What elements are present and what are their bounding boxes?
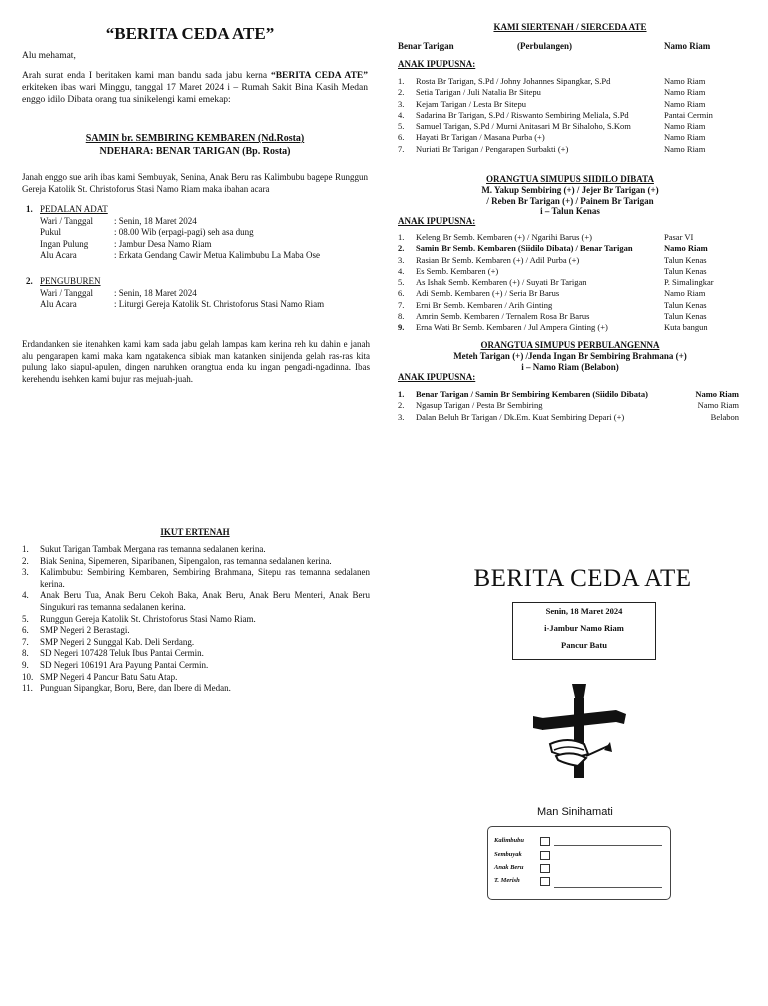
list-item bbox=[398, 255, 742, 266]
maternal-parents-title: ORANGTUA SIMUPUS SIIDILO DIBATA bbox=[486, 174, 654, 184]
item-text: Punguan Sipangkar, Boru, Bere, dan Ibere di Medan. bbox=[40, 683, 231, 694]
list-item bbox=[22, 637, 370, 649]
item-name: Setia Tarigan / Juli Natalia Br Sitepu bbox=[416, 87, 541, 98]
greeting: Alu mehamat, bbox=[22, 51, 76, 61]
item-place: Namo Riam bbox=[664, 132, 706, 143]
spouse-name: NDEHARA: BENAR TARIGAN (Bp. Rosta) bbox=[99, 146, 291, 157]
item-number: 3. bbox=[398, 411, 405, 422]
item-place: Namo Riam bbox=[664, 87, 706, 98]
item-text: Anak Beru Tua, Anak Beru Cekoh Baka, Anak Beru, Anak Beru Menteri, Anak Beru Singukuri ras temanna sedalanen kerina. bbox=[40, 590, 370, 612]
item-name: Hayati Br Tarigan / Masana Purba (+) bbox=[416, 132, 545, 143]
list-item bbox=[398, 99, 742, 110]
recipient-checkbox[interactable] bbox=[540, 877, 550, 886]
item-number: 1. bbox=[398, 232, 405, 242]
detail-label: Ingan Pulung bbox=[40, 238, 89, 249]
item-number: 7. bbox=[398, 143, 405, 154]
item-name: Erna Wati Br Semb. Kembaren / Jul Ampera Ginting (+) bbox=[416, 322, 608, 333]
list-item bbox=[398, 121, 742, 132]
children-heading-2: ANAK IPUPUSNA: bbox=[398, 216, 476, 226]
intro-post: erkiteken ibas wari Minggu, tanggal 17 Maret 2024 i – Rumah Sakit Bina Kasih Medan enggo idilo Dibata orang tua sinikelengi kami emekap: bbox=[22, 83, 368, 105]
list-item bbox=[22, 648, 370, 660]
recipient-row bbox=[494, 851, 664, 863]
recipient-label: Anak Beru bbox=[494, 864, 524, 871]
item-number: 8. bbox=[398, 311, 405, 322]
list-item bbox=[22, 556, 370, 568]
intro-bold: “BERITA CEDA ATE” bbox=[270, 71, 368, 81]
detail-row bbox=[22, 216, 368, 228]
detail-row bbox=[22, 227, 368, 239]
maternal-parents-line: M. Yakup Sembiring (+) / Jejer Br Tarigan (+) bbox=[481, 184, 659, 195]
item-name: As Ishak Semb. Kembaren (+) / Suyati Br Tarigan bbox=[416, 277, 587, 288]
section-penguburen bbox=[22, 276, 368, 311]
item-number: 3. bbox=[22, 567, 29, 578]
arrangement-paragraph: Janah enggo sue arih ibas kami Sembuyak, Senina, Anak Beru ras Kalimbubu bagepe Runggun Gereja Katolik St. Christoforus Stasi Namo Riam maka ibahan acara bbox=[22, 172, 368, 194]
detail-label: Alu Acara bbox=[40, 250, 77, 260]
item-number: 4. bbox=[398, 109, 405, 120]
item-place: Talun Kenas bbox=[664, 311, 707, 322]
list-item bbox=[22, 567, 370, 590]
item-name: Benar Tarigan / Samin Br Sembiring Kembaren (Siidilo Dibata) bbox=[416, 389, 648, 399]
children-list-1 bbox=[398, 76, 742, 155]
detail-value: : 08.00 Wib (erpagi-pagi) seh asa dung bbox=[114, 227, 254, 237]
item-place: Namo Riam bbox=[664, 243, 708, 254]
item-number: 2. bbox=[398, 400, 405, 411]
list-item bbox=[22, 660, 370, 672]
list-item bbox=[398, 400, 742, 411]
item-number: 5. bbox=[22, 613, 29, 624]
recipient-heading: Man Sinihamati bbox=[537, 806, 613, 818]
cross-hands-icon bbox=[528, 680, 628, 780]
list-item bbox=[398, 232, 742, 243]
children-list-2 bbox=[398, 232, 742, 334]
section-heading bbox=[22, 276, 368, 288]
list-item bbox=[22, 683, 370, 695]
detail-value: : Erkata Gendang Cawir Metua Kalimbubu La Maba Ose bbox=[114, 250, 320, 260]
maternal-parents-line: / Reben Br Tarigan (+) / Painem Br Tarigan bbox=[486, 195, 654, 206]
family-col-mid: (Perbulangen) bbox=[517, 41, 572, 51]
item-place: Kuta bangun bbox=[664, 322, 708, 333]
ikut-ertenah-list bbox=[22, 544, 370, 695]
item-number: 3. bbox=[398, 254, 405, 265]
detail-value: : Jambur Desa Namo Riam bbox=[114, 238, 212, 249]
recipient-label: T. Merish bbox=[494, 877, 520, 884]
item-place: Talun Kenas bbox=[664, 254, 707, 265]
list-item bbox=[398, 110, 742, 121]
paternal-parents-title: ORANGTUA SIMUPUS PERBULANGENNA bbox=[480, 340, 660, 350]
item-text: Sukut Tarigan Tambak Mergana ras temanna sedalanen kerina. bbox=[40, 544, 266, 554]
paternal-parents bbox=[398, 340, 742, 372]
item-place: Namo Riam bbox=[664, 76, 706, 86]
item-number: 9. bbox=[398, 322, 405, 333]
list-item bbox=[398, 288, 742, 299]
recipient-checkbox[interactable] bbox=[540, 837, 550, 846]
item-number: 2. bbox=[398, 243, 405, 254]
item-place: Namo Riam bbox=[664, 288, 706, 299]
item-text: SD Negeri 107428 Teluk Ibus Pantai Cermin. bbox=[40, 648, 204, 659]
cover-title: BERITA CEDA ATE bbox=[473, 565, 692, 592]
recipient-row bbox=[494, 864, 664, 876]
ikut-ertenah-title: IKUT ERTENAH bbox=[160, 527, 230, 537]
children-heading-1: ANAK IPUPUSNA: bbox=[398, 59, 476, 69]
item-number: 4. bbox=[398, 265, 405, 276]
item-text: Biak Senina, Sipemeren, Siparibanen, Sipengalon, ras temanna sedalanen kerina. bbox=[40, 555, 332, 566]
item-number: 4. bbox=[22, 590, 29, 601]
recipient-row bbox=[494, 837, 664, 849]
detail-label: Wari / Tanggal bbox=[40, 287, 93, 298]
recipient-label: Kalimbubu bbox=[494, 837, 524, 844]
item-number: 10. bbox=[22, 671, 34, 682]
item-number: 7. bbox=[22, 636, 29, 647]
item-name: Rasian Br Semb. Kembaren (+) / Adil Purba (+) bbox=[416, 254, 580, 265]
item-place: Namo Riam bbox=[664, 121, 706, 132]
family-header: KAMI SIERTENAH / SIERCEDA ATE bbox=[493, 22, 647, 32]
list-item bbox=[398, 243, 742, 254]
detail-row bbox=[22, 250, 368, 262]
section-title: PEDALAN ADAT bbox=[40, 204, 108, 214]
item-number: 6. bbox=[398, 288, 405, 299]
paternal-parents-line: Meteh Tarigan (+) /Jenda Ingan Br Sembiring Brahmana (+) bbox=[453, 350, 687, 361]
item-number: 8. bbox=[22, 648, 29, 659]
detail-row bbox=[22, 288, 368, 300]
item-number: 7. bbox=[398, 299, 405, 310]
recipient-line bbox=[554, 845, 662, 846]
item-name: Kejam Tarigan / Lesta Br Sitepu bbox=[416, 98, 526, 109]
item-number: 1. bbox=[398, 389, 405, 399]
recipient-form bbox=[487, 826, 671, 900]
item-place: Namo Riam bbox=[695, 389, 739, 399]
list-item bbox=[22, 544, 370, 556]
item-name: Amrin Semb. Kembaren / Ternalem Rosa Br Barus bbox=[416, 311, 590, 322]
item-text: Kalimbubu: Sembiring Kembaren, Sembiring Brahmana, Sitepu ras temanna sedalanen kerina. bbox=[40, 567, 370, 589]
item-number: 1. bbox=[22, 544, 29, 554]
cover-place: i-Jambur Namo Riam bbox=[544, 623, 624, 633]
section-title: PENGUBUREN bbox=[40, 276, 101, 286]
children-heading-3: ANAK IPUPUSNA: bbox=[398, 372, 476, 382]
item-number: 11. bbox=[22, 683, 33, 694]
detail-value: : Liturgi Gereja Katolik St. Christoforus Stasi Namo Riam bbox=[114, 299, 325, 309]
maternal-parents-line: i – Talun Kenas bbox=[540, 206, 600, 217]
closing-paragraph: Erdandanken sie itenahken kami kam sada jabu gelah lampas kam kerina reh ku dahin e janah alu pengarapen kami maka kam ngatakenca sibiak man katanken sinijenda gelah ras-ras kita pulung lako siapul-apulen, dingen naruhken orangtua enda ku ingan pengadi-ngadinna. Ibas kerehendu isehken kami bujur ras mejuah-juah. bbox=[22, 339, 370, 384]
detail-row bbox=[22, 299, 368, 311]
list-item bbox=[398, 266, 742, 277]
item-name: Nuriati Br Tarigan / Pengarapen Surbakti (+) bbox=[416, 143, 569, 154]
item-text: SMP Negeri 4 Pancur Batu Satu Atap. bbox=[40, 671, 178, 682]
list-item bbox=[22, 614, 370, 626]
recipient-label: Sembuyak bbox=[494, 851, 522, 858]
item-name: Dalan Beluh Br Tarigan / Dk.Em. Kuat Sembiring Depari (+) bbox=[416, 411, 625, 422]
list-item bbox=[398, 389, 742, 400]
list-item bbox=[398, 87, 742, 98]
detail-label: Pukul bbox=[40, 227, 62, 237]
detail-label: Wari / Tanggal bbox=[40, 215, 93, 226]
cover-date: Senin, 18 Maret 2024 bbox=[545, 606, 623, 616]
family-col-right: Namo Riam bbox=[664, 41, 711, 51]
children-list-3 bbox=[398, 389, 742, 423]
detail-value: : Senin, 18 Maret 2024 bbox=[114, 287, 197, 298]
item-text: SMP Negeri 2 Berastagi. bbox=[40, 625, 130, 636]
recipient-row bbox=[494, 877, 664, 889]
list-item bbox=[398, 76, 742, 87]
item-number: 5. bbox=[398, 121, 405, 132]
item-name: Rosta Br Tarigan, S.Pd / Johny Johannes Sipangkar, S.Pd bbox=[416, 76, 611, 86]
list-item bbox=[398, 311, 742, 322]
detail-value: : Senin, 18 Maret 2024 bbox=[114, 215, 197, 226]
item-number: 5. bbox=[398, 277, 405, 288]
item-place: Belabon bbox=[710, 411, 739, 422]
item-place: Namo Riam bbox=[664, 143, 706, 154]
section-heading bbox=[22, 204, 368, 216]
intro-pre: Arah surat enda I beritaken kami man bandu sada jabu kerna bbox=[22, 71, 271, 81]
item-place: Pantai Cermin bbox=[664, 109, 713, 120]
cover-place: Pancur Batu bbox=[561, 640, 607, 650]
list-item bbox=[398, 277, 742, 288]
item-place: Namo Riam bbox=[697, 400, 739, 411]
deceased-name: SAMIN br. SEMBIRING KEMBAREN (Nd.Rosta) bbox=[85, 133, 305, 144]
list-item bbox=[398, 322, 742, 333]
item-place: Namo Riam bbox=[664, 98, 706, 109]
item-text: Runggun Gereja Katolik St. Christoforus Stasi Namo Riam. bbox=[40, 613, 256, 624]
item-place: Talun Kenas bbox=[664, 265, 707, 276]
maternal-parents bbox=[398, 174, 742, 217]
recipient-line bbox=[554, 887, 662, 888]
item-name: Samin Br Semb. Kembaren (Siidilo Dibata) / Benar Tarigan bbox=[416, 243, 633, 254]
item-place: Pasar VI bbox=[664, 232, 694, 242]
item-place: Talun Kenas bbox=[664, 299, 707, 310]
intro-paragraph bbox=[22, 70, 368, 106]
list-item bbox=[398, 300, 742, 311]
detail-row bbox=[22, 239, 368, 251]
recipient-checkbox[interactable] bbox=[540, 851, 550, 860]
item-text: SMP Negeri 2 Sunggal Kab. Deli Serdang. bbox=[40, 636, 195, 647]
item-number: 3. bbox=[398, 98, 405, 109]
item-name: Sadarina Br Tarigan, S.Pd / Riswanto Sembiring Meliala, S.Pd bbox=[416, 109, 629, 120]
section-pedalan-adat bbox=[22, 204, 368, 262]
cover-info-box bbox=[512, 602, 656, 660]
item-text: SD Negeri 106191 Ara Payung Pantai Cermin. bbox=[40, 659, 209, 670]
list-item bbox=[398, 412, 742, 423]
recipient-checkbox[interactable] bbox=[540, 864, 550, 873]
item-number: 2. bbox=[398, 87, 405, 98]
list-item bbox=[398, 144, 742, 155]
item-name: Samuel Tarigan, S.Pd / Murni Anitasari M Br Sihaloho, S.Kom bbox=[416, 121, 631, 132]
item-name: Keleng Br Semb. Kembaren (+) / Ngarihi Barus (+) bbox=[416, 232, 592, 242]
list-item bbox=[22, 625, 370, 637]
item-number: 6. bbox=[398, 132, 405, 143]
list-item bbox=[22, 672, 370, 684]
list-item bbox=[398, 132, 742, 143]
item-number: 6. bbox=[22, 625, 29, 636]
section-number: 2. bbox=[26, 276, 33, 286]
section-number: 1. bbox=[26, 204, 33, 214]
family-col-left: Benar Tarigan bbox=[398, 41, 454, 51]
item-number: 9. bbox=[22, 659, 29, 670]
item-name: Erni Br Semb. Kembaren / Arih Ginting bbox=[416, 299, 553, 310]
item-number: 2. bbox=[22, 555, 29, 566]
item-name: Es Semb. Kembaren (+) bbox=[416, 265, 499, 276]
announcement-title: “BERITA CEDA ATE” bbox=[105, 24, 275, 43]
paternal-parents-line: i – Namo Riam (Belabon) bbox=[521, 361, 619, 372]
item-name: Ngasup Tarigan / Pesta Br Sembiring bbox=[416, 400, 543, 411]
item-place: P. Simalingkar bbox=[664, 277, 714, 288]
detail-label: Alu Acara bbox=[40, 299, 77, 309]
item-name: Adi Semb. Kembaren (+) / Seria Br Barus bbox=[416, 288, 560, 299]
item-number: 1. bbox=[398, 76, 405, 86]
list-item bbox=[22, 590, 370, 613]
